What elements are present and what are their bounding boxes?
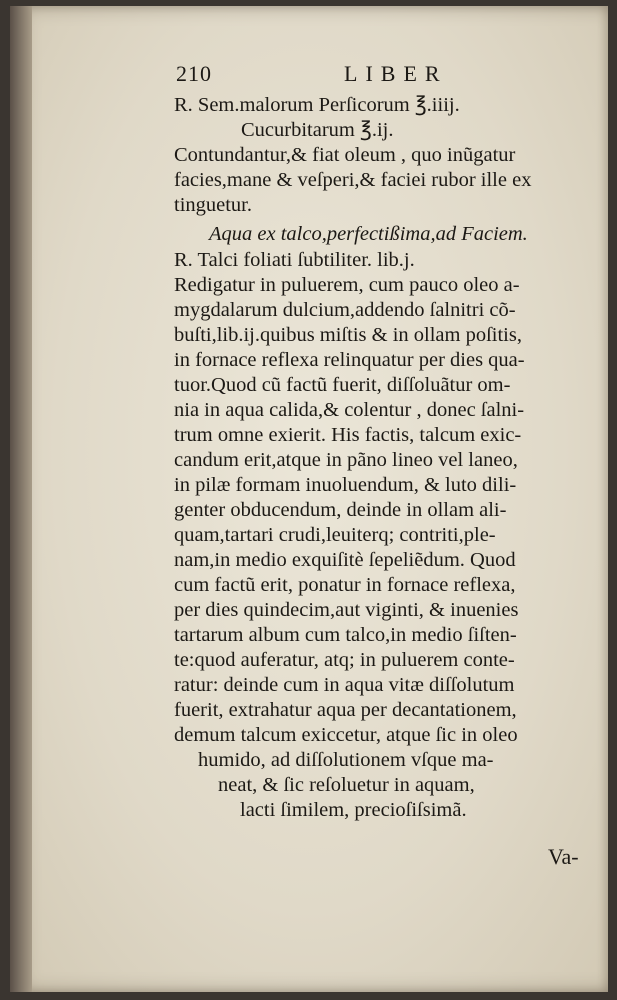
text-line: in pilæ formam inuoluendum, & luto dili-: [174, 474, 517, 496]
text-line: humido, ad diſſolutionem vſque ma-: [198, 749, 494, 771]
text-line: Cucurbitarum ℥.ij.: [241, 119, 394, 141]
text-line: R. Sem.malorum Perſicorum ℥.iiij.: [174, 94, 460, 116]
text-line: cum factũ erit, ponatur in fornace reflexa,: [174, 574, 516, 596]
text-line: fuerit, extrahatur aqua per decantationem,: [174, 699, 517, 721]
text-line: tuor.Quod cũ factũ fuerit, diſſoluãtur om-: [174, 374, 511, 396]
running-title: LIBER: [344, 61, 448, 86]
text-line: te:quod auferatur, atq; in puluerem conte-: [174, 649, 515, 671]
text-line: in fornace reflexa relinquatur per dies qua-: [174, 349, 525, 371]
text-line: buſti,lib.ij.quibus miſtis & in ollam poſitis,: [174, 324, 522, 346]
text-line: R. Talci foliati ſubtiliter. lib.j.: [174, 249, 415, 271]
text-line: ratur: deinde cum in aqua vitæ diſſolutum: [174, 674, 515, 696]
text-line: Redigatur in puluerem, cum pauco oleo a-: [174, 274, 520, 296]
catchword: Va-: [548, 844, 579, 869]
text-line: genter obducendum, deinde in ollam ali-: [174, 499, 507, 521]
text-line: mygdalarum dulcium,addendo ſalnitri cõ-: [174, 299, 516, 321]
text-line: tartarum album cum talco,in medio ſiſten-: [174, 624, 517, 646]
text-line: neat, & ſic reſoluetur in aquam,: [218, 774, 475, 796]
page-number: 210: [176, 61, 212, 86]
text-line: nia in aqua calida,& colentur , donec ſalni-: [174, 399, 525, 421]
text-line: lacti ſimilem, precioſiſsimã.: [240, 799, 467, 821]
text-line: tinguetur.: [174, 194, 253, 216]
text-line: facies,mane & veſperi,& faciei rubor ille ex: [174, 169, 532, 191]
book-spine: [10, 6, 32, 992]
text-line: per dies quindecim,aut viginti, & inuenies: [174, 599, 519, 621]
text-line: nam,in medio exquiſitè ſepeliẽdum. Quod: [174, 549, 516, 571]
text-line: quam,tartari crudi,leuiterq; contriti,ple-: [174, 524, 496, 546]
book-page: [10, 6, 608, 992]
text-line: Contundantur,& fiat oleum , quo inũgatur: [174, 144, 516, 166]
text-line: candum erit,atque in pãno lineo vel laneo,: [174, 449, 518, 471]
text-line: demum talcum exiccetur, atque ſic in oleo: [174, 724, 518, 746]
recipe-heading: Aqua ex talco,perfectißima,ad Faciem.: [209, 223, 528, 245]
text-line: trum omne exierit. His factis, talcum exic-: [174, 424, 522, 446]
